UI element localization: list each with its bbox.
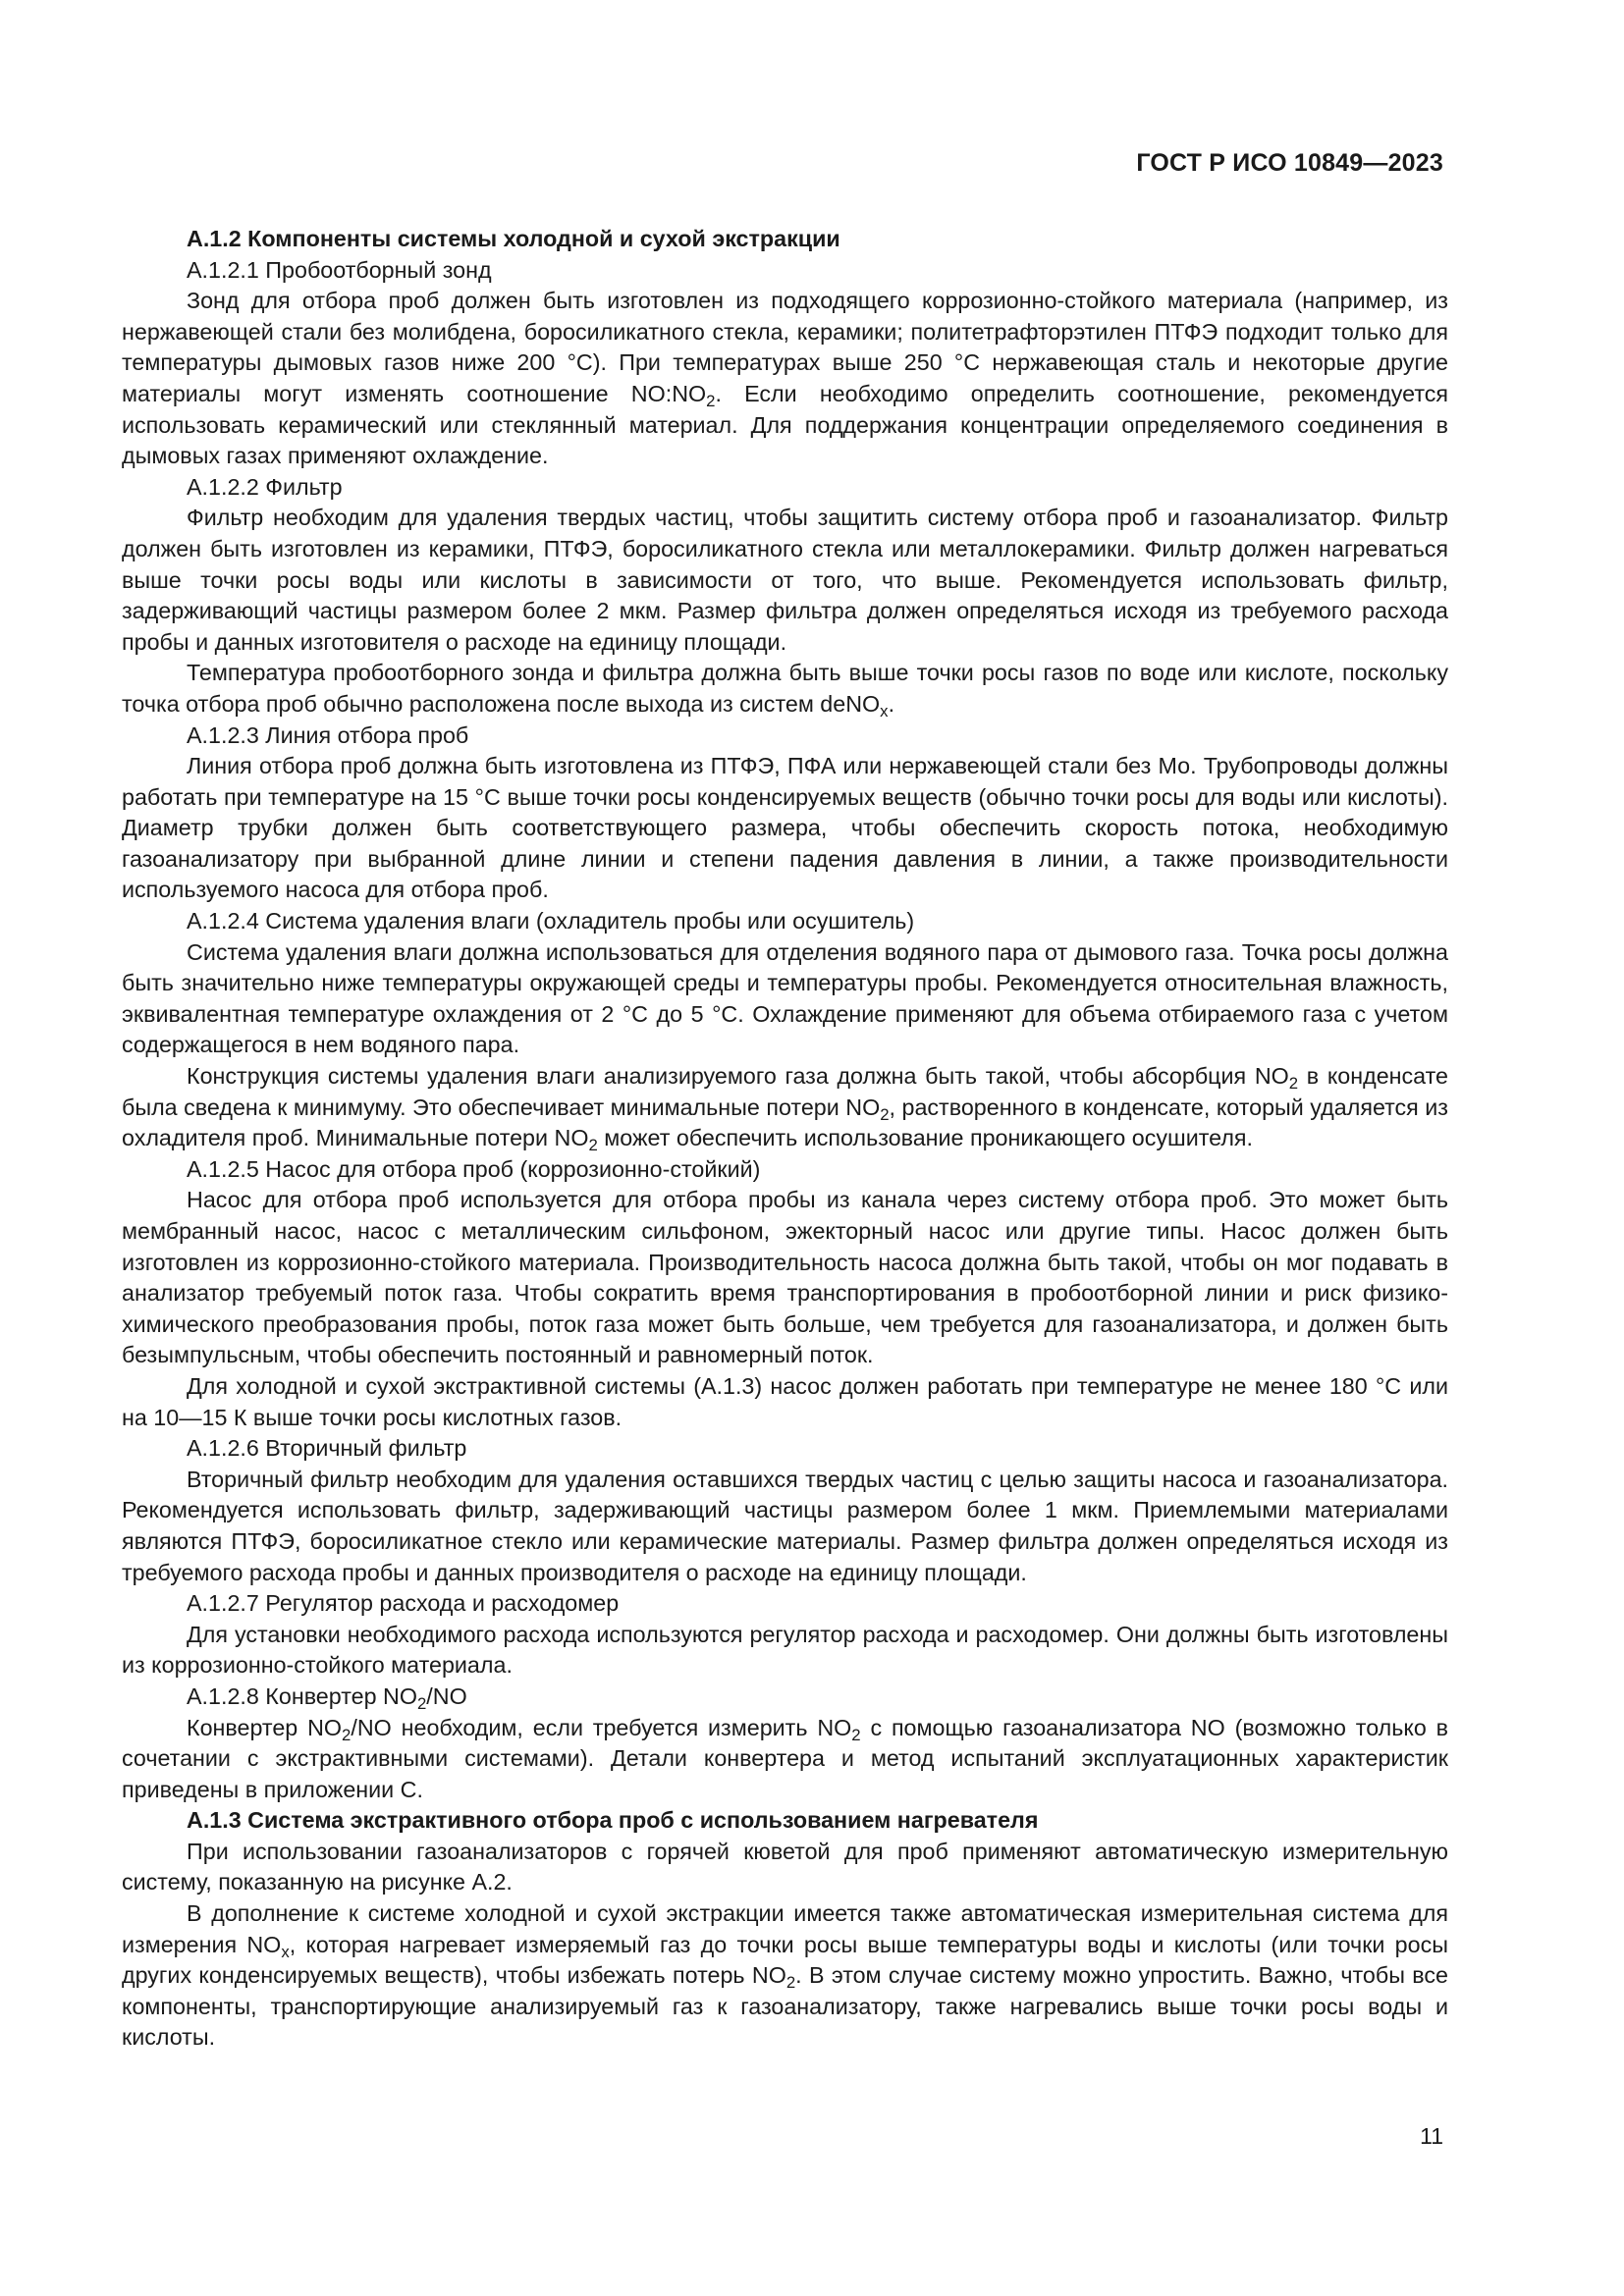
paragraph-sample-line: Линия отбора проб должна быть изготовлена из ПТФЭ, ПФА или нержавеющей стали без Мо. Трубопроводы должны работать при температуре на 15 °С выше точки росы конденсируемых веществ (обычно точки росы для воды или кислоты). Диаметр трубки должен быть соответствующего размера, чтобы обеспечить скорость потока, необходимую газоанализатору при выбранной длине линии и степени падения давления в линии, а также производительности используемого насоса для отбора проб. — [122, 753, 1448, 903]
document-body — [122, 224, 1448, 2054]
subsection-heading-a122: А.1.2.2 Фильтр — [187, 473, 343, 500]
subsection-heading-a128: А.1.2.8 Конвертер $NO_2/NO$ — [187, 1682, 467, 1713]
paragraph-filter: Фильтр необходим для удаления твердых частиц, чтобы защитить систему отбора проб и газоанализатор. Фильтр должен быть изготовлен из керамики, ПТФЭ, боросиликатного стекла или металлокерамики. Фильтр должен нагреваться выше точки росы воды или кислоты в зависимости от того, что выше. Рекомендуется использовать фильтр, задерживающий частицы размером более 2 мкм. Размер фильтра должен определяться исходя из требуемого расхода пробы и данных изготовителя о расходе на единицу площади. — [122, 505, 1448, 655]
subsection-heading-a125: А.1.2.5 Насос для отбора проб (коррозионно-стойкий) — [187, 1155, 761, 1182]
subsection-heading-a127: А.1.2.7 Регулятор расхода и расходомер — [187, 1590, 620, 1617]
paragraph-hot-cell: При использовании газоанализаторов с горячей кюветой для проб применяют автоматическую измерительную систему, показанную на рисунке А.2. — [122, 1838, 1448, 1896]
paragraph-secondary-filter: Вторичный фильтр необходим для удаления оставшихся твердых частиц с целью защиты насоса и газоанализатора. Рекомендуется использовать фильтр, задерживающий частицы размером более 1 мкм. Приемлемыми материалами являются ПТФЭ, боросиликатное стекло или керамические материалы. Размер фильтра должен определяться исходя из требуемого расхода пробы и данных производителя о расходе на единицу площади. — [122, 1466, 1448, 1585]
paragraph-pump-temperature: Для холодной и сухой экстрактивной системы (А.1.3) насос должен работать при температуре не менее 180 °С или на 10—15 К выше точки росы кислотных газов. — [122, 1372, 1448, 1430]
subsection-heading-a126: А.1.2.6 Вторичный фильтр — [187, 1435, 467, 1462]
paragraph-moisture-design: Конструкция системы удаления влаги анализируемого газа должна быть такой, чтобы абсорбция $NO_2$ в конденсате была сведена к минимуму. Это обеспечивает минимальные потери $NO_2$, растворенного в конденсате, который удаляется из охладителя проб. Минимальные потери $NO_2$ может обеспечить использование проникающего осушителя. — [122, 1063, 1448, 1155]
paragraph-probe: Зонд для отбора проб должен быть изготовлен из подходящего коррозионно-стойкого материала (например, из нержавеющей стали без молибдена, боросиликатного стекла, керамики; политетрафторэтилен ПТФЭ подходит только для температуры дымовых газов ниже 200 °С). При температурах выше 250 °С нержавеющая сталь и некоторые другие материалы могут изменять соотношение $NO:NO_2$. Если необходимо определить соотношение, рекомендуется использовать керамический или стеклянный материал. Для поддержания концентрации определяемого соединения в дымовых газах применяют охлаждение. — [122, 288, 1448, 469]
paragraph-heated-system: В дополнение к системе холодной и сухой экстракции имеется также автоматическая измерительная система для измерения $NO_x$, которая нагревает измеряемый газ до точки росы выше температуры воды и кислоты (или точки росы других конденсируемых веществ), чтобы избежать потерь $NO_2$. В этом случае систему можно упростить. Важно, чтобы все компоненты, транспортирующие анализируемый газ к газоанализатору, также нагревались выше точки росы воды и кислоты. — [122, 1900, 1448, 2051]
subsection-heading-a124: А.1.2.4 Система удаления влаги (охладитель пробы или осушитель) — [187, 908, 915, 934]
paragraph-converter: Конвертер $NO_2/NO$ необходим, если требуется измерить $NO_2$ с помощью газоанализатора NO (возможно только в сочетании с экстрактивными системами). Детали конвертера и метод испытаний эксплуатационных характеристик приведены в приложении С. — [122, 1714, 1449, 1802]
paragraph-pump: Насос для отбора проб используется для отбора пробы из канала через систему отбора проб. Это может быть мембранный насос, насос с металлическим сильфоном, эжекторный насос или другие типы. Насос должен быть изготовлен из коррозионно-стойкого материала. Производительность насоса должна быть такой, чтобы он мог подавать в анализатор требуемый поток газа. Чтобы сократить время транспортирования в пробоотборной линии и риск физико-химического преобразования пробы, поток газа может быть больше, чем требуется для газоанализатора, и должен быть безымпульсным, чтобы обеспечить постоянный и равномерный поток. — [122, 1187, 1448, 1368]
section-heading-a12: А.1.2 Компоненты системы холодной и сухой экстракции — [187, 226, 840, 251]
subsection-heading-a123: А.1.2.3 Линия отбора проб — [187, 721, 469, 748]
page-number: 11 — [1420, 2123, 1443, 2149]
subsection-heading-a121: А.1.2.1 Пробоотборный зонд — [187, 256, 492, 283]
paragraph-filter-temperature: Температура пробоотборного зонда и фильтра должна быть выше точки росы газов по воде или кислоте, поскольку точка отбора проб обычно расположена после выхода из систем deNO$_x$. — [122, 660, 1448, 721]
paragraph-moisture-removal: Система удаления влаги должна использоваться для отделения водяного пара от дымового газа. Точка росы должна быть значительно ниже температуры окружающей среды и температуры пробы. Рекомендуется относительная влажность, эквивалентная температуре охлаждения от 2 °С до 5 °С. Охлаждение применяют для объема отбираемого газа с учетом содержащегося в нем водяного пара. — [122, 938, 1448, 1058]
section-heading-a13: А.1.3 Система экстрактивного отбора проб с использованием нагревателя — [187, 1807, 1039, 1834]
paragraph-flow-regulator: Для установки необходимого расхода используются регулятор расхода и расходомер. Они должны быть изготовлены из коррозионно-стойкого материала. — [122, 1621, 1448, 1679]
document-header: ГОСТ Р ИСО 10849—2023 — [1136, 149, 1443, 177]
